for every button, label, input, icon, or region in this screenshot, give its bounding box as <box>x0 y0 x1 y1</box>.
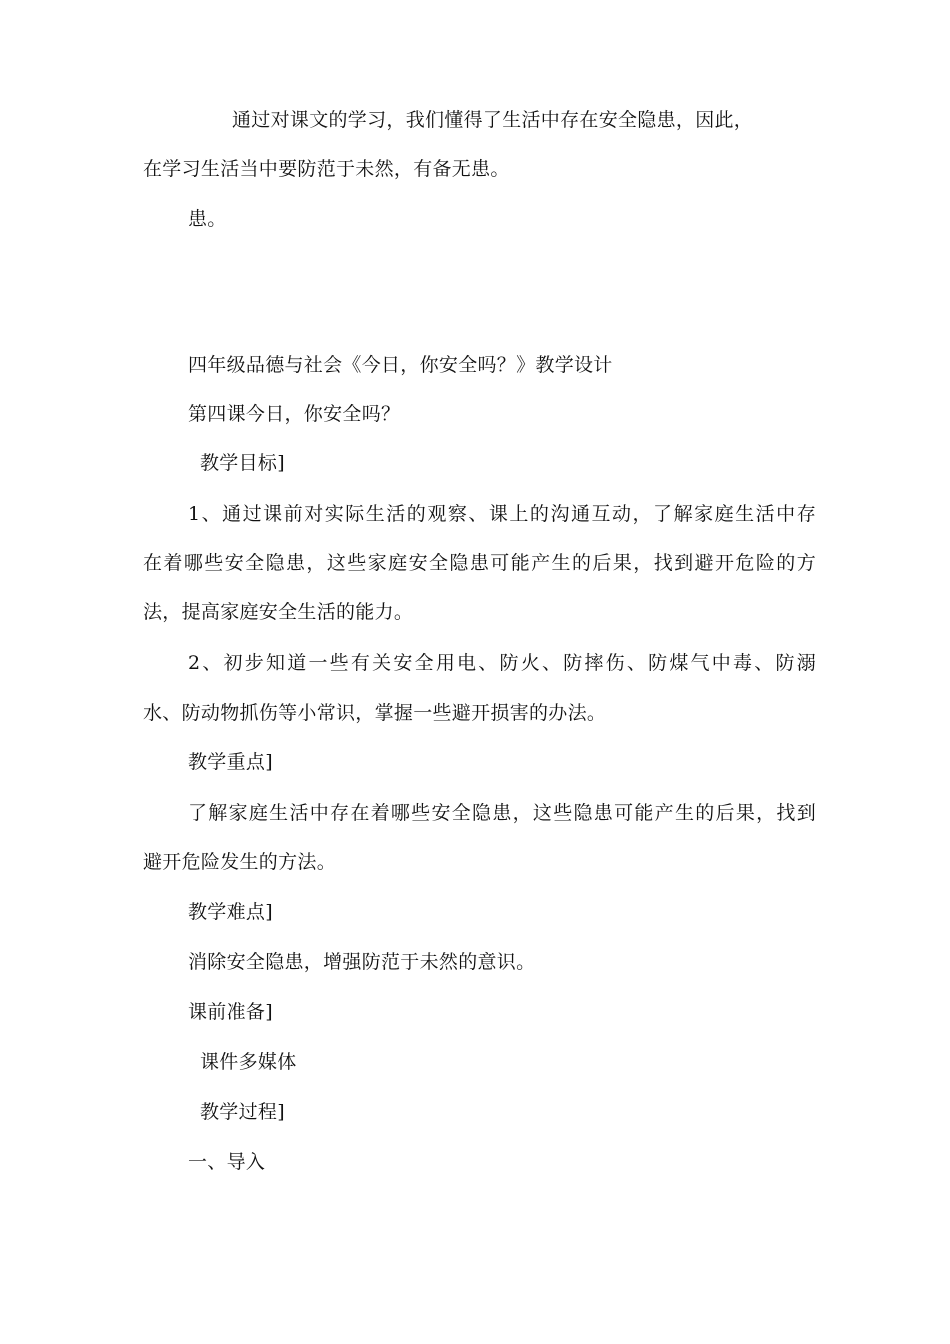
objective-2-line-2: 水、防动物抓伤等小常识，掌握一些避开损害的办法。 <box>143 702 607 724</box>
difficulties-heading: 教学难点] <box>188 901 273 923</box>
preparation-heading: 课前准备] <box>188 1001 273 1023</box>
objectives-heading: 教学目标] <box>200 452 285 474</box>
preparation-text: 课件多媒体 <box>200 1051 297 1073</box>
process-heading: 教学过程] <box>200 1101 285 1123</box>
intro-line-2: 在学习生活当中要防范于未然，有备无患。 <box>143 158 510 180</box>
objective-2-line-1: 2、初步知道一些有关安全用电、防火、防摔伤、防煤气中毒、防溺 <box>188 652 816 674</box>
difficulties-text: 消除安全隐患，增强防范于未然的意识。 <box>188 951 536 973</box>
key-points-line-1: 了解家庭生活中存在着哪些安全隐患，这些隐患可能产生的后果，找到 <box>188 802 816 824</box>
key-points-heading: 教学重点] <box>188 751 273 773</box>
objective-1-line-2: 在着哪些安全隐患，这些家庭安全隐患可能产生的后果，找到避开危险的方 <box>143 552 816 574</box>
intro-line-1: 通过对课文的学习，我们懂得了生活中存在安全隐患，因此， <box>232 109 754 131</box>
process-step-1: 一、导入 <box>188 1151 266 1173</box>
intro-line-3: 患。 <box>188 208 227 230</box>
lesson-title: 四年级品德与社会《今日，你安全吗？》教学设计 <box>188 354 613 376</box>
lesson-subtitle: 第四课今日，你安全吗？ <box>188 403 401 425</box>
objective-1-line-3: 法，提高家庭安全生活的能力。 <box>143 601 414 623</box>
key-points-line-2: 避开危险发生的方法。 <box>143 851 337 873</box>
objective-1-line-1: 1、通过课前对实际生活的观察、课上的沟通互动，了解家庭生活中存 <box>188 503 816 525</box>
